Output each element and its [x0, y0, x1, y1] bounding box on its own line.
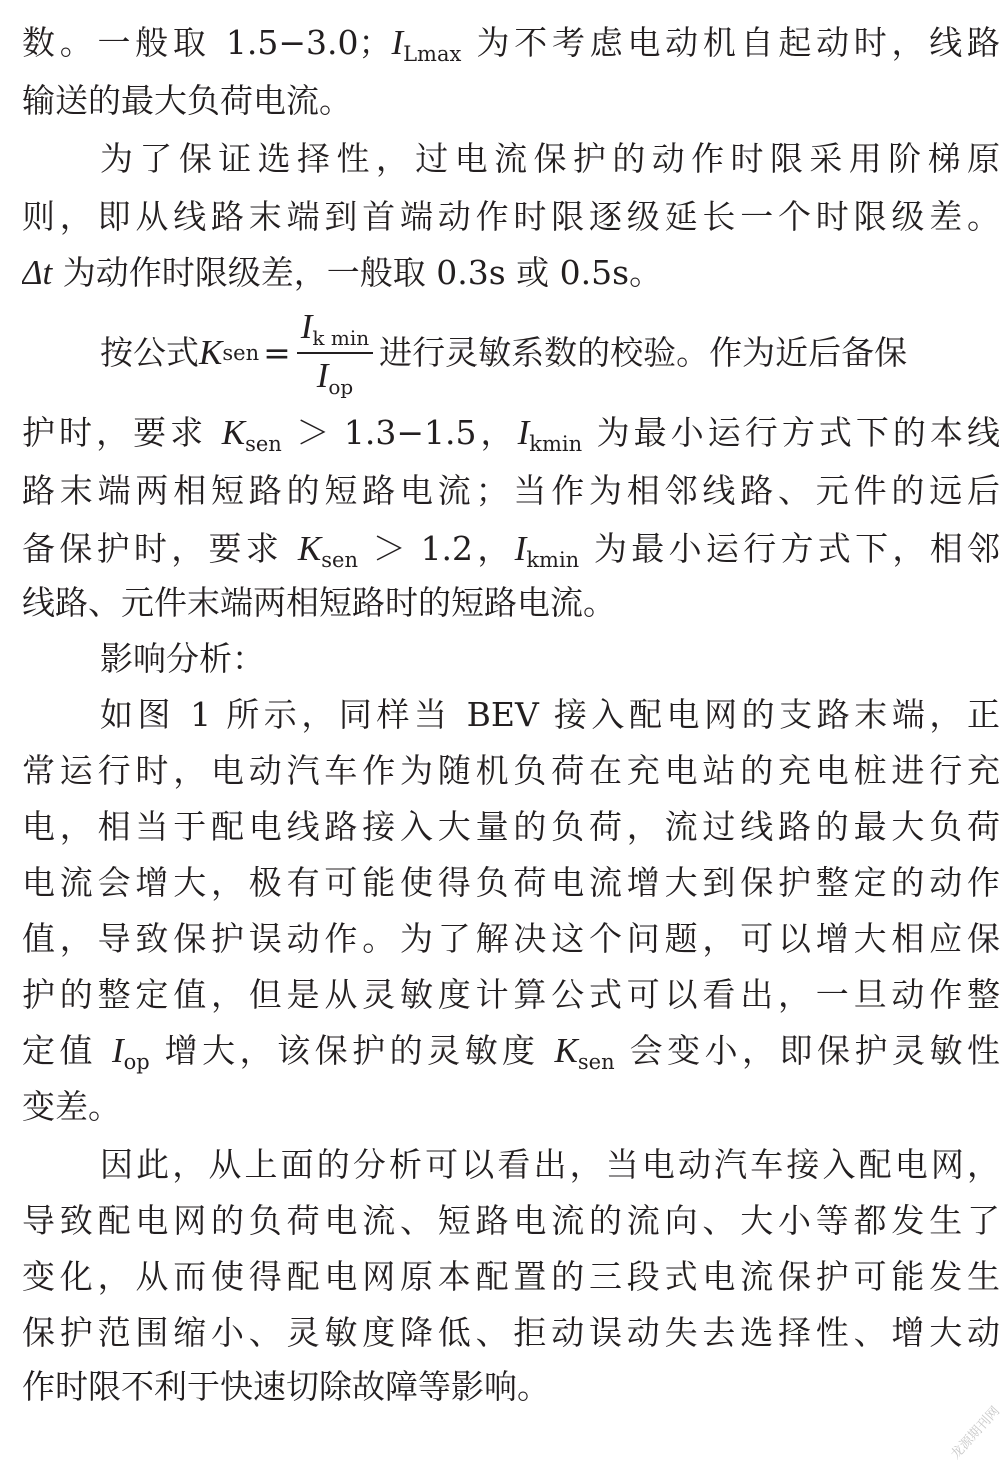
paragraph-3-line-3: 路末端两相短路的短路电流；当作为相邻线路、元件的远后: [22, 471, 1000, 510]
paragraph-2-line-3: Δt 为动作时限级差，一般取 0.3s 或 0.5s。: [22, 253, 663, 292]
paragraph-2-line-2: 则，即从线路末端到首端动作时限逐级延长一个时限级差。: [22, 197, 1000, 236]
paragraph-3-line-4: 备保护时，要求 $K_{sen} > 1.2$，$I_{kmin}$ 为最小运行方式下，相邻: [22, 529, 1000, 572]
paragraph-5-line-4: 保护范围缩小、灵敏度降低、拒动误动失去选择性、增大动: [22, 1313, 1000, 1352]
paragraph-2-line-1: 为了保证选择性，过电流保护的动作时限采用阶梯原: [100, 139, 1000, 178]
paragraph-4-line-8: 变差。: [22, 1087, 121, 1126]
paragraph-3-line-2: 护时，要求 $K_{sen} > 1.3-1.5$，$I_{kmin}$ 为最小运行方式下的本线: [22, 413, 1000, 456]
section-heading: 影响分析：: [100, 639, 265, 678]
paragraph-5-line-3: 变化，从而使得配电网原本配置的三段式电流保护可能发生: [22, 1257, 1000, 1296]
paragraph-5-line-1: 因此，从上面的分析可以看出，当电动汽车接入配电网，: [100, 1145, 1000, 1184]
sensitivity-formula-line: 按公式Ksen = $\frac{I_{k min}}{I_{op}}$ 进行灵敏系数的校验。作为近后备保: [100, 307, 908, 399]
paragraph-4-line-4: 电流会增大，极有可能使得负荷电流增大到保护整定的动作: [22, 863, 1000, 902]
paragraph-5-line-5: 作时限不利于快速切除故障等影响。: [22, 1367, 550, 1406]
watermark: 龙源期刊网: [948, 1403, 1003, 1462]
paragraph-5-line-2: 导致配电网的负荷电流、短路电流的流向、大小等都发生了: [22, 1201, 1000, 1240]
paragraph-4-line-3: 电，相当于配电线路接入大量的负荷，流过线路的最大负荷: [22, 807, 1000, 846]
paragraph-4-line-7: 定值 $I_{op}$ 增大，该保护的灵敏度 $K_{sen}$ 会变小，即保护灵敏性: [22, 1031, 1000, 1074]
sensitivity-fraction: $\frac{I_{k min}}{I_{op}}$: [297, 309, 373, 397]
paragraph-3-line-5: 线路、元件末端两相短路时的短路电流。: [22, 583, 616, 622]
paragraph-1-line-2: 输送的最大负荷电流。: [22, 81, 352, 120]
paragraph-4-line-1: 如图 1 所示，同样当 BEV 接入配电网的支路末端，正: [100, 695, 1000, 734]
paragraph-1-line-1: 数。一般取 1.5−3.0；$I_{Lmax}$ 为不考虑电动机自起动时，线路: [22, 23, 1000, 66]
paragraph-4-line-2: 常运行时，电动汽车作为随机负荷在充电站的充电桩进行充: [22, 751, 1000, 790]
paragraph-4-line-6: 护的整定值，但是从灵敏度计算公式可以看出，一旦动作整: [22, 975, 1000, 1014]
paragraph-4-line-5: 值，导致保护误动作。为了解决这个问题，可以增大相应保: [22, 919, 1000, 958]
